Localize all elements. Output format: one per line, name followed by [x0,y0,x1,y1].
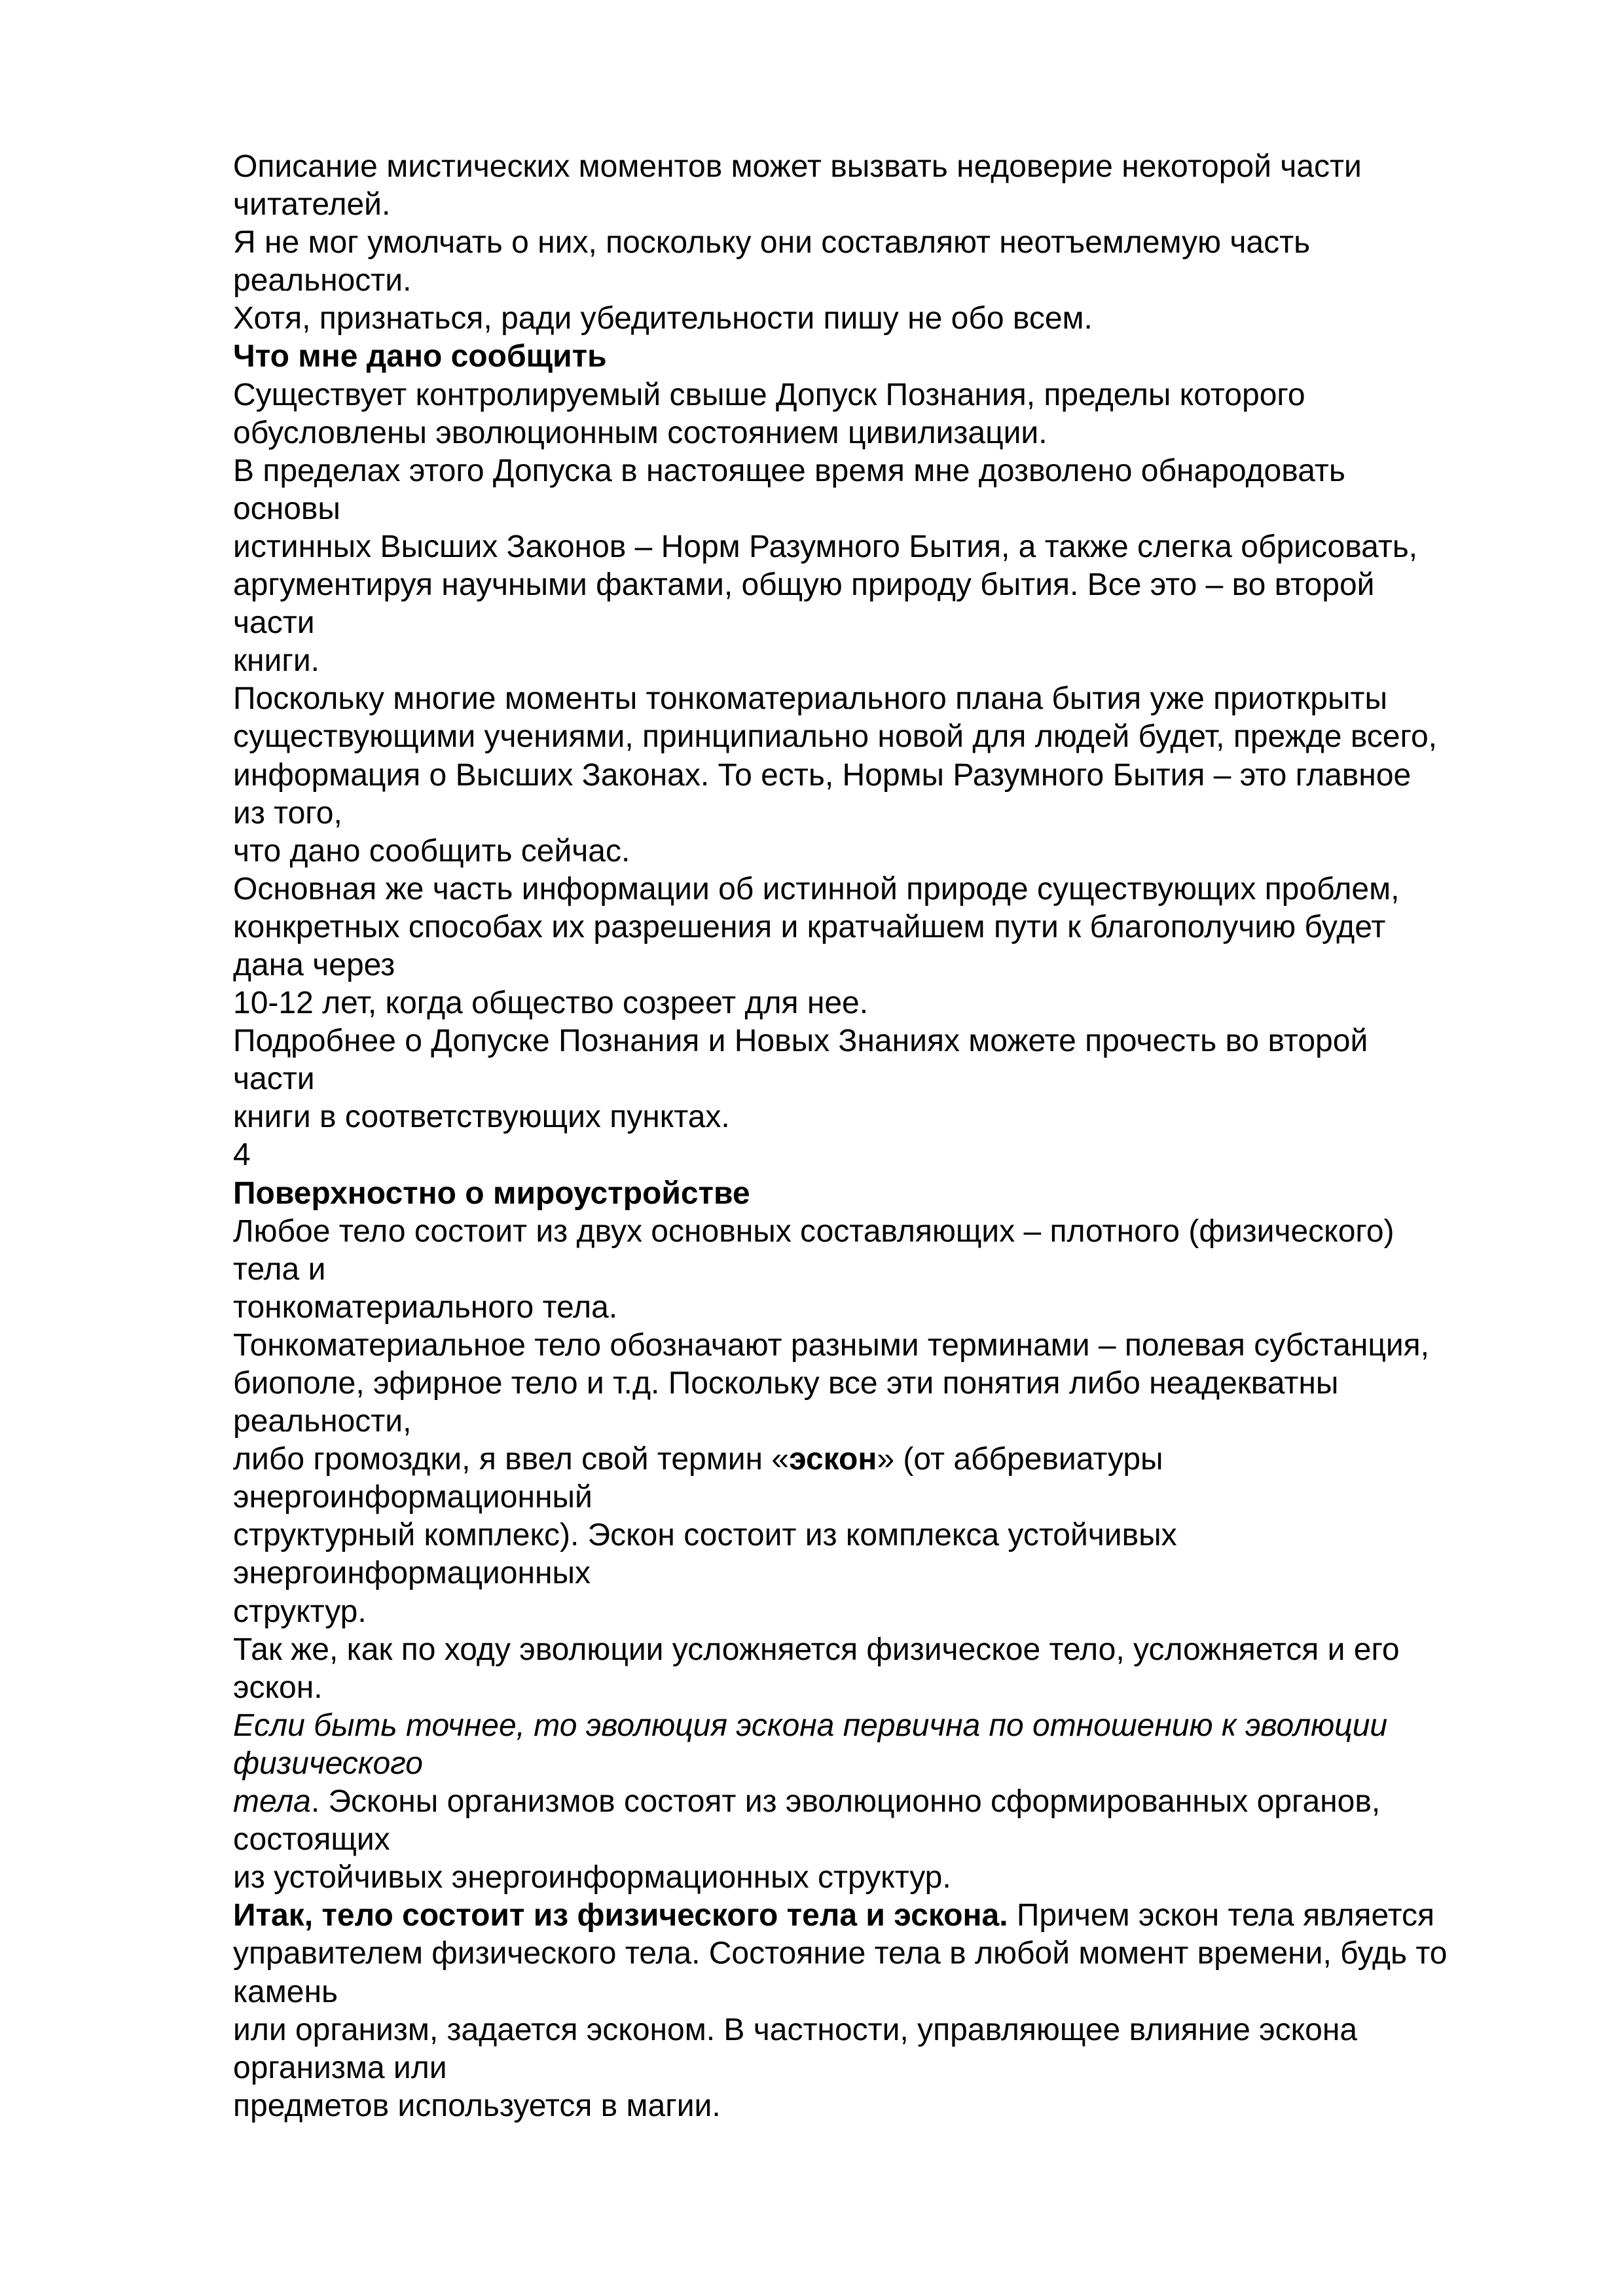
text-run: структурный комплекс). Эскон состоит из комплекса устойчивых [233,1518,1177,1553]
text-line [233,186,1569,224]
text-run: конкретных способах их разрешения и кратчайшем пути к благополучию будет [233,909,1386,944]
text-run: тонкоматериального тела. [233,1289,618,1325]
text-line [233,1593,1569,1631]
text-run: энергоинформационных [233,1556,591,1591]
text-run: информация о Высших Законах. То есть, Нормы Разумного Бытия – это главное [233,757,1412,793]
italic-text-run: тела [233,1784,311,1820]
text-line [233,1745,1569,1783]
text-run: В пределах этого Допуска в настоящее время мне дозволено обнародовать [233,453,1345,488]
text-line [233,2087,1569,2125]
text-line [233,1516,1569,1554]
text-line [233,1098,1569,1136]
text-line [233,1783,1569,1821]
text-line [233,946,1569,984]
text-line [233,870,1569,908]
text-run: камень [233,1974,338,2009]
text-line [233,604,1569,642]
text-run: истинных Высших Законов – Норм Разумного Бытия, а также слегка обрисовать, [233,529,1418,564]
text-run: Хотя, признаться, ради убедительности пишу не обо всем. [233,301,1093,336]
text-line [233,262,1569,300]
text-run: дана через [233,947,395,982]
text-run: что дано сообщить сейчас. [233,833,630,869]
text-line [233,1213,1569,1251]
text-line [233,1973,1569,2011]
italic-text-run: Если быть точнее, то эволюция эскона первична по отношению к эволюции [233,1708,1388,1743]
text-line [233,1022,1569,1060]
text-line [233,1821,1569,1859]
text-line [233,1175,1569,1213]
text-line [233,1365,1569,1403]
text-line [233,1403,1569,1441]
text-run: Подробнее о Допуске Познания и Новых Знаниях можете прочесть во второй [233,1024,1368,1059]
text-line [233,1060,1569,1098]
text-run: основы [233,491,340,526]
text-run: структур. [233,1594,367,1629]
text-line [233,414,1569,452]
text-run: Описание мистических моментов может вызвать недоверие некоторой части [233,149,1362,184]
bold-text-run: Итак, тело состоит из физического тела и эскона. [233,1898,1008,1933]
text-run: » (от аббревиатуры [877,1442,1163,1477]
text-run: обусловлены эволюционным состоянием цивилизации. [233,415,1048,450]
text-run: Поскольку многие моменты тонкоматериального плана бытия уже приоткрыты [233,681,1387,717]
text-line [233,642,1569,680]
bold-text-run: Поверхностно о мироустройстве [233,1175,750,1211]
text-run: предметов используется в магии. [233,2088,721,2123]
text-run: Существует контролируемый свыше Допуск Познания, пределы которого [233,377,1305,412]
text-run: Так же, как по ходу эволюции усложняется физическое тело, усложняется и его [233,1632,1400,1667]
text-line [233,1289,1569,1327]
text-line [233,833,1569,870]
text-run: Основная же часть информации об истинной природе существующих проблем, [233,871,1400,906]
text-line [233,795,1569,833]
text-line [233,1859,1569,1897]
text-run: организма или [233,2050,447,2085]
text-run: читателей. [233,187,391,223]
text-run: эскон. [233,1670,323,1705]
text-run: Причем эскон тела является [1008,1898,1435,1933]
text-run: . Эсконы организмов состоят из эволюционно сформированных органов, [310,1784,1381,1820]
text-line [233,452,1569,490]
text-run: управителем физического тела. Состояние тела в любой момент времени, будь то [233,1936,1448,1971]
italic-text-run: физического [233,1746,423,1781]
text-run: книги. [233,643,319,679]
text-line [233,1327,1569,1365]
text-line [233,984,1569,1022]
text-line [233,680,1569,718]
text-line [233,1251,1569,1289]
text-line [233,2049,1569,2087]
text-line [233,528,1569,566]
text-line [233,1479,1569,1516]
text-line [233,1935,1569,1973]
text-line [233,908,1569,946]
bold-text-run: Что мне дано сообщить [233,339,607,374]
text-run: Я не мог умолчать о них, поскольку они составляют неотъемлемую часть [233,225,1311,260]
document-page [233,148,1569,2125]
text-run: части [233,605,315,641]
text-line [233,490,1569,528]
text-line [233,338,1569,376]
text-run: существующими учениями, принципиально новой для людей будет, прежде всего, [233,719,1437,755]
text-run: 10-12 лет, когда общество созреет для нее. [233,986,869,1021]
text-line [233,1707,1569,1745]
text-line [233,148,1569,186]
text-line [233,300,1569,338]
text-line [233,376,1569,414]
text-run: тела и [233,1251,326,1287]
text-run: биополе, эфирное тело и т.д. Поскольку все эти понятия либо неадекватны [233,1366,1339,1401]
text-line [233,566,1569,604]
text-line [233,1631,1569,1669]
text-run: 4 [233,1138,251,1173]
text-line [233,1136,1569,1174]
text-run: или организм, задается эсконом. В частности, управляющее влияние эскона [233,2012,1358,2047]
text-line [233,757,1569,795]
text-run: из устойчивых энергоинформационных структур. [233,1860,951,1895]
text-run: части [233,1062,315,1097]
bold-text-run: эскон [789,1442,877,1477]
text-line [233,2011,1569,2049]
text-run: реальности. [233,263,412,298]
text-line [233,1441,1569,1479]
text-run: из того, [233,795,342,831]
text-line [233,1669,1569,1707]
text-run: состоящих [233,1822,390,1857]
text-run: книги в соответствующих пунктах. [233,1100,730,1135]
text-line [233,718,1569,756]
text-line [233,1554,1569,1592]
text-run: Любое тело состоит из двух основных составляющих – плотного (физического) [233,1213,1395,1249]
text-line [233,224,1569,262]
text-run: аргументируя научными фактами, общую природу бытия. Все это – во второй [233,567,1375,603]
text-run: Тонкоматериальное тело обозначают разными терминами – полевая субстанция, [233,1327,1429,1363]
text-run: реальности, [233,1404,412,1439]
text-run: либо громоздки, я ввел свой термин « [233,1442,790,1477]
text-line [233,1897,1569,1935]
text-run: энергоинформационный [233,1480,593,1515]
